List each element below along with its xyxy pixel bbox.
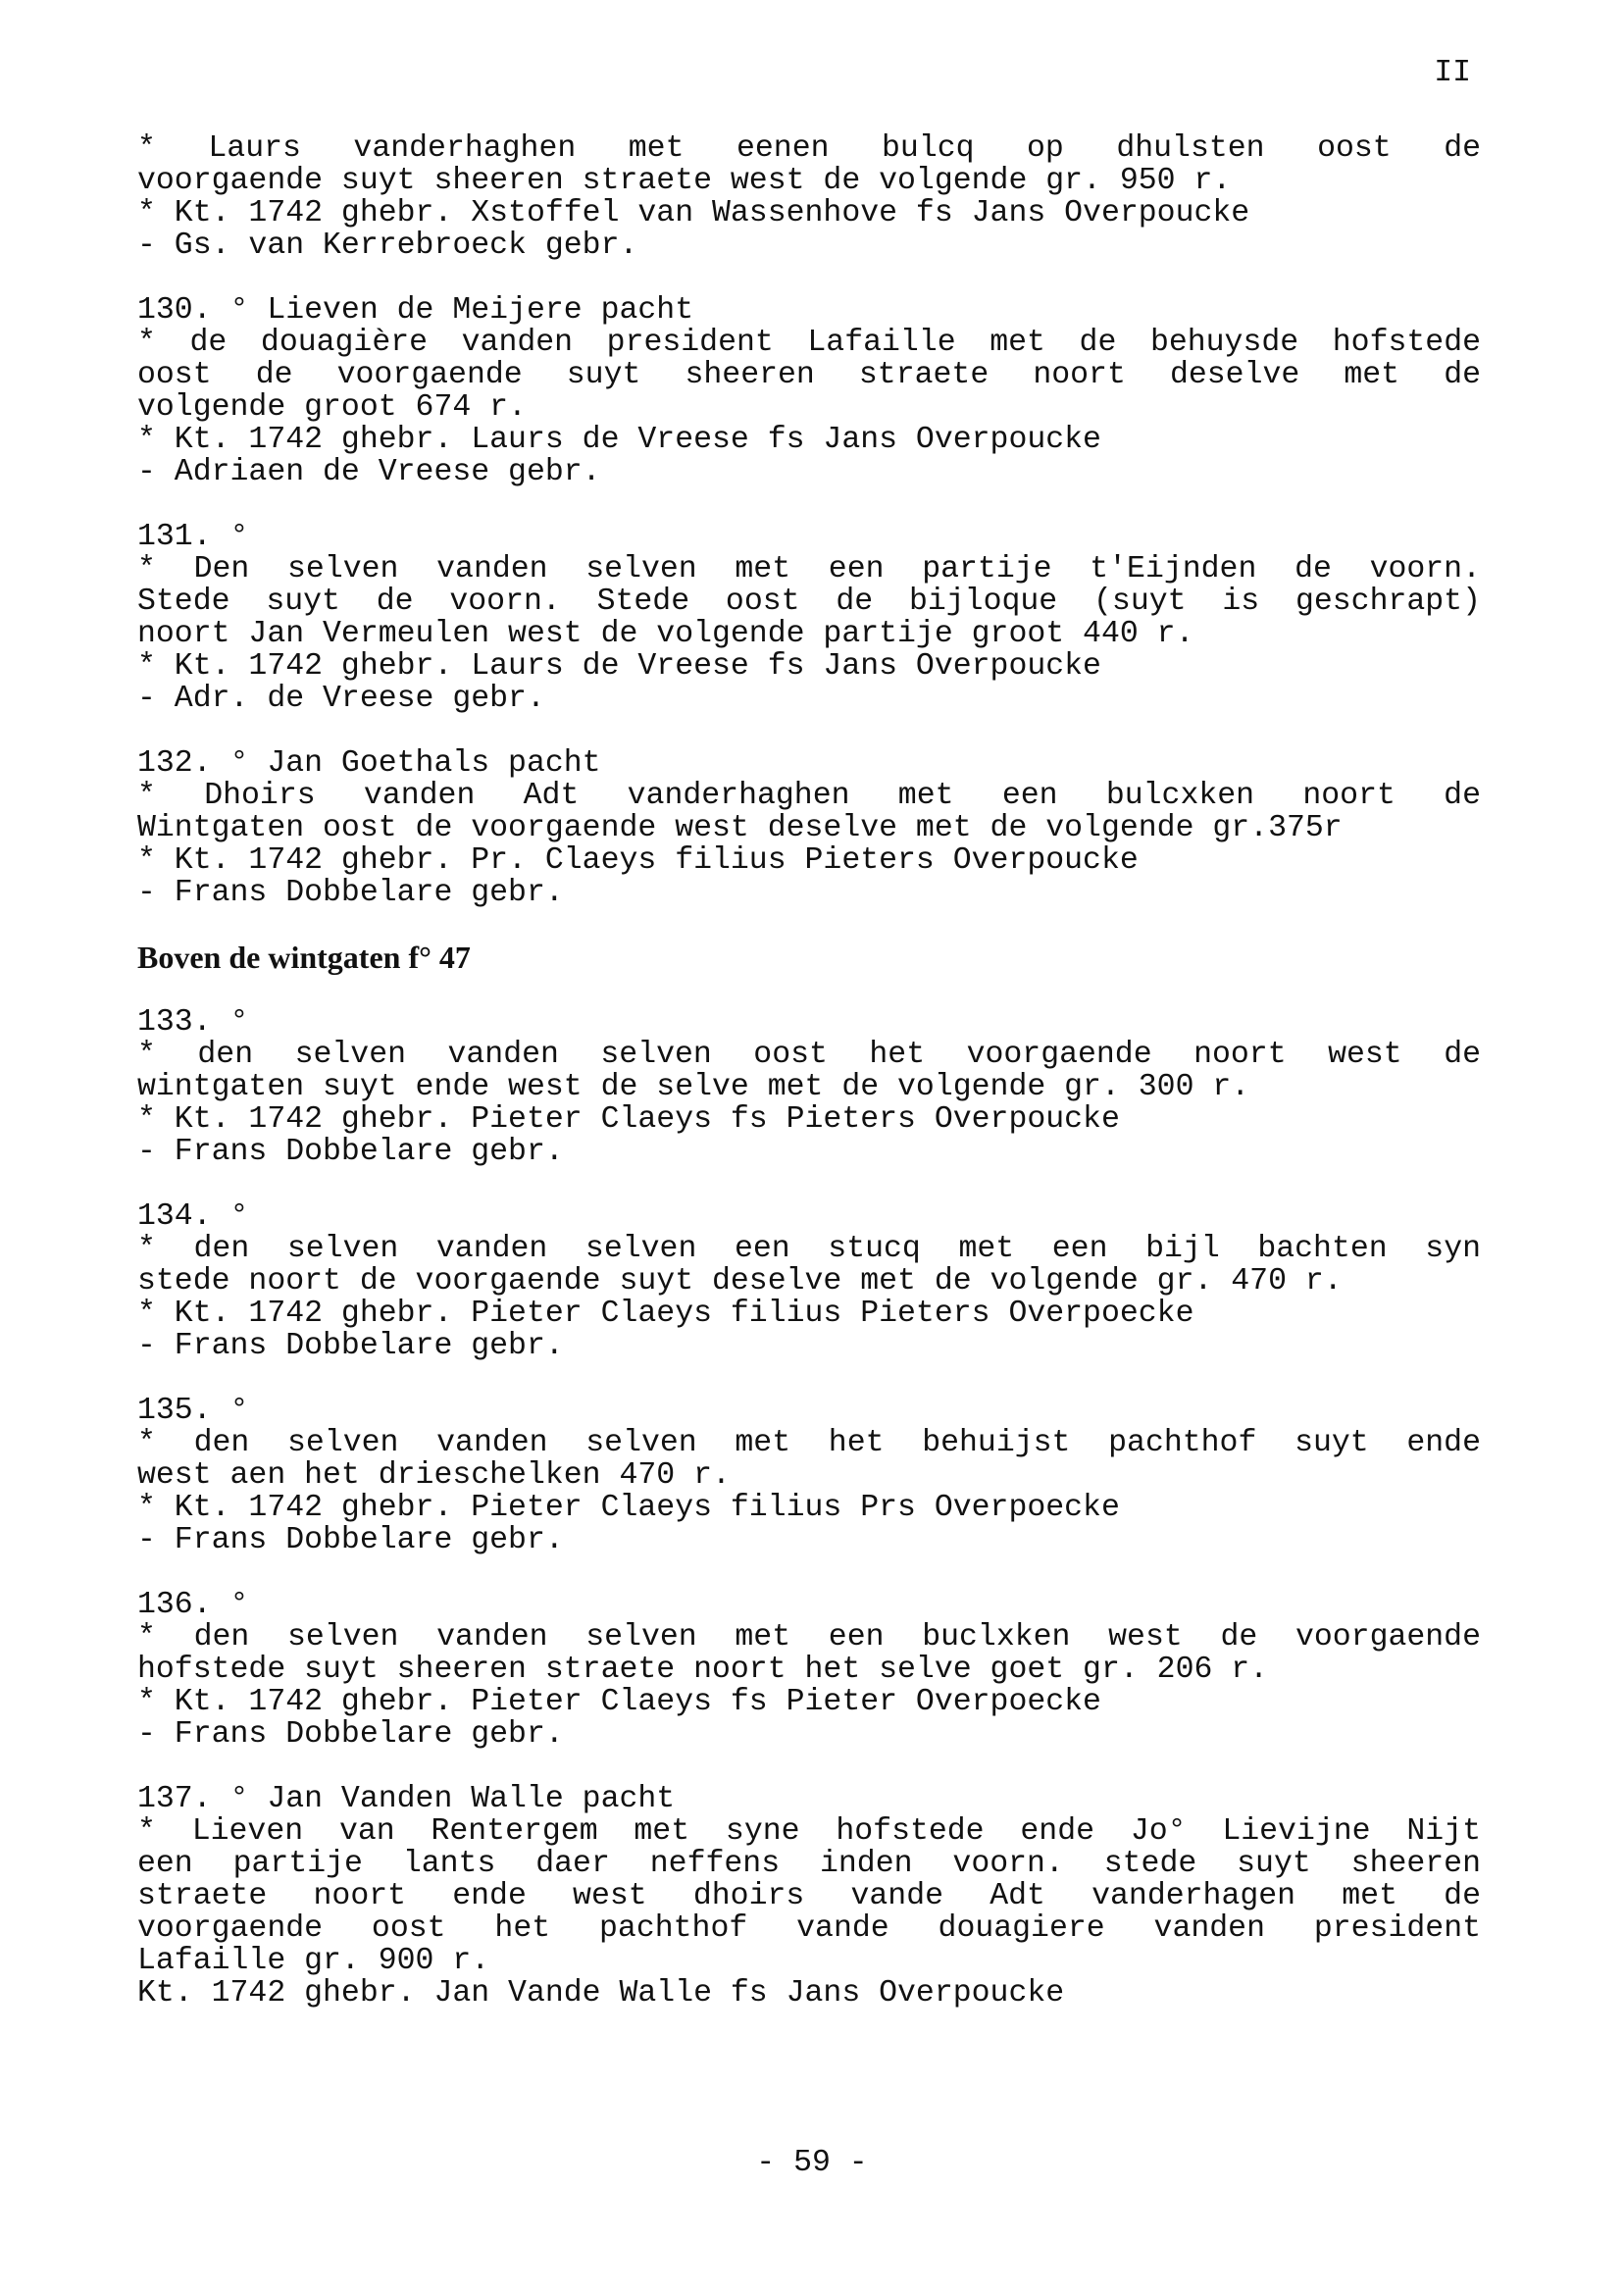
record-line: Wintgaten oost de voorgaende west deselve met de volgende gr.375r — [137, 811, 1343, 845]
record-line: * Lieven van Rentergem met syne hofstede ende Jo° Lievijne Nijt — [137, 1814, 1481, 1849]
record-line: - Frans Dobbelare gebr. — [137, 1717, 564, 1752]
record-line: - Adr. de Vreese gebr. — [137, 682, 545, 716]
record-line: * Kt. 1742 ghebr. Pieter Claeys filius Pieters Overpoecke — [137, 1297, 1194, 1331]
record-line: * den selven vanden selven met het behuijst pachthof suyt ende — [137, 1426, 1481, 1460]
record-line: oost de voorgaende suyt sheeren straete noort deselve met de — [137, 358, 1481, 392]
record-line: - Frans Dobbelare gebr. — [137, 876, 564, 910]
record-line: * den selven vanden selven met een buclxken west de voorgaende — [137, 1620, 1481, 1655]
record-line: 135. ° — [137, 1394, 249, 1428]
record-line: hofstede suyt sheeren straete noort het selve goet gr. 206 r. — [137, 1653, 1269, 1687]
record-entry — [137, 132, 1481, 262]
record-entry — [137, 294, 1481, 488]
entries-list — [137, 1006, 1481, 2010]
record-line: - Frans Dobbelare gebr. — [137, 1523, 564, 1557]
section-heading: Boven de wintgaten f° 47 — [137, 940, 471, 975]
page-code: II — [1434, 56, 1471, 90]
record-line: 131. ° — [137, 520, 249, 554]
record-line: - Frans Dobbelare gebr. — [137, 1135, 564, 1169]
record-line: straete noort ende west dhoirs vande Adt vanderhagen met de — [137, 1879, 1481, 1913]
record-line: voorgaende suyt sheeren straete west de volgende gr. 950 r. — [137, 164, 1232, 198]
record-line: * de douagière vanden president Lafaille met de behuysde hofstede — [137, 326, 1481, 360]
record-line: * den selven vanden selven oost het voorgaende noort west de — [137, 1038, 1481, 1072]
record-line: * Kt. 1742 ghebr. Pr. Claeys filius Pieters Overpoucke — [137, 843, 1139, 878]
record-line: Stede suyt de voorn. Stede oost de bijloque (suyt is geschrapt) — [137, 585, 1481, 619]
record-line: 134. ° — [137, 1199, 249, 1234]
record-entry — [137, 1783, 1481, 2010]
record-entry — [137, 1006, 1481, 1168]
record-line: wintgaten suyt ende west de selve met de volgende gr. 300 r. — [137, 1070, 1250, 1104]
record-line: 136. ° — [137, 1588, 249, 1622]
record-entry — [137, 521, 1481, 715]
record-line: - Gs. van Kerrebroeck gebr. — [137, 229, 638, 263]
record-line: * Kt. 1742 ghebr. Pieter Claeys filius Prs Overpoecke — [137, 1491, 1120, 1525]
record-line: * den selven vanden selven een stucq met een bijl bachten syn — [137, 1232, 1481, 1266]
record-entry — [137, 1589, 1481, 1751]
entries-list — [137, 132, 1481, 909]
record-line: - Frans Dobbelare gebr. — [137, 1329, 564, 1363]
record-line: 130. ° Lieven de Meijere pacht — [137, 293, 694, 328]
record-line: Lafaille gr. 900 r. — [137, 1944, 490, 1978]
record-line: 137. ° Jan Vanden Walle pacht — [137, 1782, 676, 1816]
record-line: 132. ° Jan Goethals pacht — [137, 746, 601, 781]
record-line: * Dhoirs vanden Adt vanderhaghen met een bulcxken noort de — [137, 779, 1481, 813]
record-line: * Kt. 1742 ghebr. Pieter Claeys fs Pieter Overpoecke — [137, 1685, 1101, 1719]
record-line: west aen het drieschelken 470 r. — [137, 1458, 731, 1493]
record-line: - Adriaen de Vreese gebr. — [137, 455, 601, 489]
record-entry — [137, 1395, 1481, 1556]
record-line: volgende groot 674 r. — [137, 390, 527, 425]
record-line: * Kt. 1742 ghebr. Xstoffel van Wassenhove fs Jans Overpoucke — [137, 196, 1250, 230]
record-line: Kt. 1742 ghebr. Jan Vande Walle fs Jans Overpoucke — [137, 1976, 1065, 2011]
record-line: * Laurs vanderhaghen met eenen bulcq op dhulsten oost de — [137, 131, 1481, 166]
document-body — [137, 57, 1481, 2010]
record-line: voorgaende oost het pachthof vande douagiere vanden president — [137, 1911, 1481, 1946]
record-entry — [137, 747, 1481, 909]
record-line: * Kt. 1742 ghebr. Laurs de Vreese fs Jans Overpoucke — [137, 649, 1101, 684]
record-line: een partije lants daer neffens inden voorn. stede suyt sheeren — [137, 1847, 1481, 1881]
record-line: * Kt. 1742 ghebr. Pieter Claeys fs Pieters Overpoucke — [137, 1102, 1120, 1137]
record-line: * Den selven vanden selven met een partije t'Eijnden de voorn. — [137, 552, 1481, 586]
record-line: * Kt. 1742 ghebr. Laurs de Vreese fs Jans Overpoucke — [137, 423, 1101, 457]
page-number: - 59 - — [756, 2146, 868, 2180]
record-line: noort Jan Vermeulen west de volgende partije groot 440 r. — [137, 617, 1194, 651]
record-line: stede noort de voorgaende suyt deselve met de volgende gr. 470 r. — [137, 1264, 1343, 1298]
record-entry — [137, 1200, 1481, 1362]
record-line: 133. ° — [137, 1005, 249, 1040]
